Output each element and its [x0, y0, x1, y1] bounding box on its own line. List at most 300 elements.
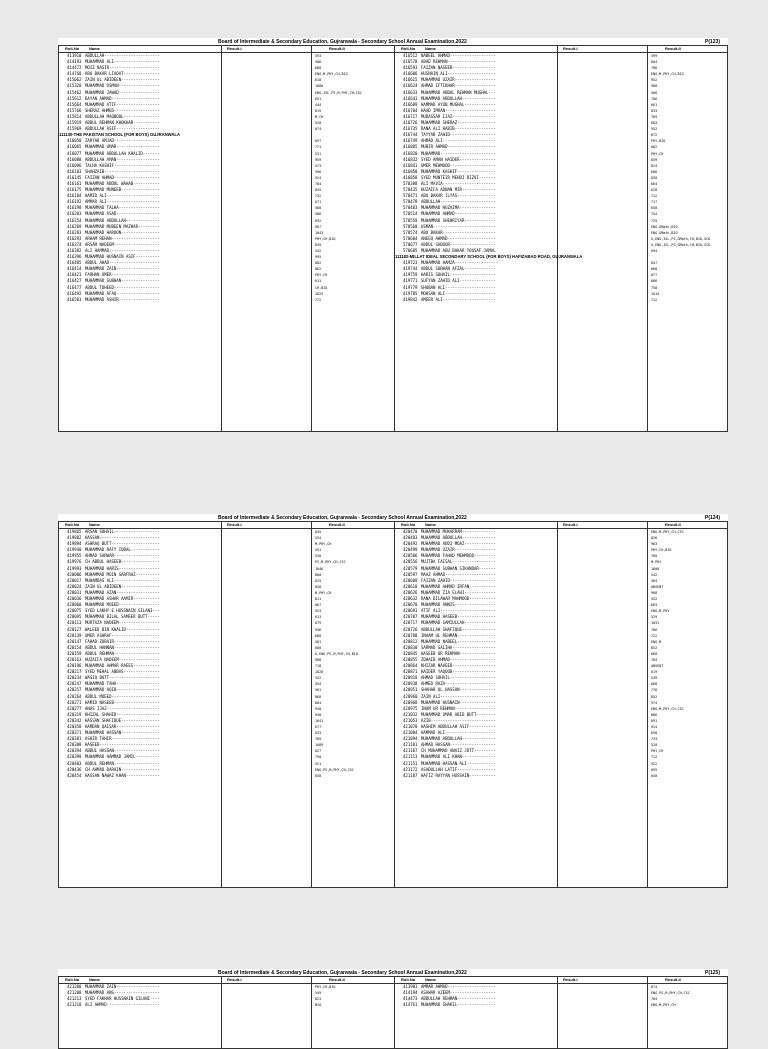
result-value: 826 [651, 536, 658, 541]
result-value: PHY,CH,BIO [651, 548, 672, 553]
roll-number: 420579 [403, 565, 418, 571]
roll-number: 420159 [67, 650, 82, 656]
school-name: 111182-MILLAT IDEAL SECONDARY SCHOOL (FOR BOYS) HAFIZABAD ROAD, GUJRANWALA [395, 254, 583, 260]
student-name: MUHAMMAD ASHAR AAMIR----------- [85, 596, 160, 602]
roll-number: 419882 [67, 535, 82, 541]
roll-number: 420975 [403, 705, 418, 711]
result-value: 940 [315, 706, 322, 711]
roll-number: 416512 [403, 53, 418, 58]
result-value: 936 [315, 627, 322, 632]
result-value: 733 [651, 737, 658, 742]
result-value: 827 [315, 749, 322, 754]
student-name: MUHAMMAD RAFY IQBAL------------ [85, 547, 160, 553]
student-name: MUHAMMAD ABDULLAH KHALID------- [85, 150, 160, 156]
roll-number: 420024 [67, 583, 82, 589]
result-value: PHY,BIO [651, 139, 666, 144]
roll-number: 420257 [67, 687, 82, 693]
result-value: 692 [315, 218, 322, 223]
left-column [59, 46, 394, 431]
roll-number: 416606 [403, 71, 418, 77]
col-head-rollno: Roll-No [401, 977, 416, 982]
roll-number: 414472 [67, 65, 82, 71]
roll-number: 414760 [67, 71, 82, 77]
roll-number: 420499 [403, 547, 418, 553]
row-list [59, 984, 394, 1008]
result-value: 658 [315, 773, 322, 778]
student-name: MOHSAN ALI--------------------- [421, 290, 496, 296]
student-name: ABDUL HANNAN------------------- [85, 644, 160, 650]
student-name: SUFYAN ZAHID ALI--------------- [421, 278, 496, 284]
result-value: 674 [651, 985, 658, 989]
student-name: SARMAD SALIHA------------------ [421, 644, 496, 650]
result-value: 963 [651, 542, 658, 547]
result-value: 691 [651, 718, 658, 723]
roll-number: 419940 [67, 547, 82, 553]
result-value: ENG,M,PHY,CH,BIO [315, 72, 348, 77]
result-value: 650 [651, 773, 658, 778]
results-table [58, 521, 728, 888]
roll-number: 570677 [403, 241, 418, 247]
result-value: 718 [315, 664, 322, 669]
result-value: 606 [651, 169, 658, 174]
result-value: 847 [651, 261, 658, 266]
result-value: 754 [651, 212, 658, 217]
result-value: 877 [651, 273, 658, 278]
result-value: ENG,M,PHY,CH,BIO [651, 72, 684, 77]
roll-number: 416624 [403, 83, 418, 89]
student-name: ALI MAVIA---------------------- [421, 180, 496, 186]
result-value: 959 [315, 157, 322, 162]
result-value: 1046 [315, 566, 324, 571]
student-name: ABDUL SABOOR------------------- [421, 241, 496, 247]
roll-number: 414194 [403, 990, 418, 996]
result-value: ENG,GMath,BIO [651, 230, 678, 235]
result-value: 697 [315, 139, 322, 144]
student-name: INAAM UL REHMAN---------------- [421, 632, 496, 638]
result-value: 542 [651, 572, 658, 577]
roll-number: 416050 [67, 138, 82, 144]
student-name: MUHAMMAD ABU BAKAR YOUSAF JAMAL [421, 248, 496, 253]
roll-number: 421094 [403, 736, 418, 742]
roll-number: 420095 [67, 614, 82, 620]
column-header-row [395, 522, 728, 529]
roll-number: 415320 [67, 83, 82, 89]
roll-number: 421213 [67, 996, 82, 1002]
student-name: MUHAMMAD AHMAD IRFAN----------- [421, 583, 496, 589]
roll-number: 414473 [403, 996, 418, 1002]
result-value: 1015 [651, 291, 660, 296]
student-name: MUHAMMAD HAROON---------------- [85, 229, 160, 235]
student-name: RANA DILAWAR MAHMOOD----------- [421, 596, 496, 602]
student-name: UMER ASHRAF-------------------- [85, 632, 160, 638]
result-value: 858 [315, 584, 322, 589]
roll-number: 570514 [403, 211, 418, 217]
page-number: P(125) [704, 970, 720, 976]
roll-number: 420470 [403, 529, 418, 534]
right-column [394, 977, 728, 1048]
student-name: MUHAMMAD UMAR ABID BUTT-------- [421, 711, 496, 717]
student-name: HAFIZ RAYYAN HUSSAIN----------- [421, 772, 496, 778]
roll-number: 420506 [403, 553, 418, 559]
student-name: AHMAD SOHAIL------------------- [421, 675, 496, 681]
roll-number: 420394 [67, 748, 82, 754]
student-name: SYED MUNTEIR MEHDI RIZVI------- [421, 174, 496, 180]
roll-number: 570388 [403, 180, 418, 186]
student-name: HAMMAD AYUB MUGHAL------------- [421, 101, 496, 107]
result-value: 712 [651, 194, 658, 199]
student-name: MUHAMMAD UMAR------------------ [85, 144, 160, 150]
student-name: AMMAR ALI---------------------- [85, 199, 160, 205]
student-name: TALHA KASHIF------------------- [85, 162, 160, 168]
roll-number: 420319 [67, 711, 82, 717]
roll-number: 420597 [403, 571, 418, 577]
student-name: MUHAMMAD ZIA ELAHI------------- [421, 589, 496, 595]
student-name: ARSAN SOHAIL------------------- [85, 529, 160, 534]
col-head-result-2: Result-II [329, 46, 345, 51]
result-value: 824 [651, 163, 658, 168]
roll-number: 416414 [67, 266, 82, 272]
result-value: 661 [651, 102, 658, 107]
result-value: 750 [651, 285, 658, 290]
result-value: 784 [651, 997, 658, 1002]
roll-number: 416096 [67, 162, 82, 168]
student-name: ATIF ALI----------------------- [421, 608, 496, 614]
col-head-result-2: Result-II [665, 522, 681, 527]
student-name: MUHAMMAD ABDULLAH-------------- [421, 95, 496, 101]
result-value: 771 [315, 145, 322, 150]
roll-number: 420163 [67, 656, 82, 662]
student-name: FARHAN UMER-------------------- [85, 272, 160, 278]
column-header-row [59, 522, 394, 529]
roll-number: 416283 [67, 229, 82, 235]
student-name: INAM UR REHMAN----------------- [421, 705, 496, 711]
student-name: MURTAZA NADEEM----------------- [85, 620, 160, 626]
roll-number: 419771 [403, 278, 418, 284]
roll-number: 420871 [403, 669, 418, 675]
result-value: 924 [315, 175, 322, 180]
roll-number: 420154 [67, 644, 82, 650]
result-value: ENG,M [651, 639, 662, 644]
student-name: UMER MEHMOOD------------------- [421, 162, 496, 168]
student-name: ARHAM REHAN-------------------- [85, 235, 160, 241]
result-value: BIO [315, 1003, 322, 1008]
student-name: MUHAMMAD MUNEEB---------------- [85, 187, 160, 193]
roll-number: 420691 [403, 608, 418, 614]
result-value: 663 [651, 603, 658, 608]
result-value: ENG,ISL,PS,M,PHY,CH,CSC [315, 90, 362, 95]
col-head-result-1: Result-I [227, 522, 242, 527]
row-list [59, 53, 394, 303]
student-name: MUDASSAR IJAZ------------------ [421, 113, 496, 119]
col-head-name: Name [425, 46, 436, 51]
roll-number: 416641 [403, 95, 418, 101]
roll-number: 420855 [403, 656, 418, 662]
result-value: 677 [315, 725, 322, 729]
result-value: ENG,PS,M,PHY,CH,CSC [651, 991, 690, 996]
student-name: AMEER ALI---------------------- [421, 296, 496, 302]
roll-number: 420060 [67, 602, 82, 608]
roll-number: 416820 [403, 150, 418, 156]
student-name: MUHAMMAD ATIF------------------ [85, 101, 160, 107]
student-name: ASADULLAH LATIF---------------- [421, 766, 496, 772]
roll-number: 420845 [403, 650, 418, 656]
student-name: MUHAMMAD ALI------------------- [85, 59, 160, 65]
student-name: ABDUL REHMAN KHOKHAR----------- [85, 120, 160, 126]
result-value: 599 [651, 54, 658, 58]
student-name: ANEEQ AHMAD-------------------- [421, 235, 496, 241]
roll-number: 416254 [67, 217, 82, 223]
col-head-result-2: Result-II [329, 522, 345, 527]
roll-number: 416161 [67, 180, 82, 186]
roll-number: 413901 [403, 984, 418, 989]
roll-number: 420381 [67, 736, 82, 742]
result-value: 530 [315, 554, 322, 559]
result-value: M,PHY,CH [315, 542, 332, 547]
result-value: 688 [315, 66, 322, 71]
result-value: 613 [315, 615, 322, 620]
result-value: 682 [651, 145, 658, 150]
student-name: MUHAMMAD BILAL SAMEER BUTT----- [85, 614, 160, 620]
result-value: 554 [315, 682, 322, 687]
roll-number: 420264 [67, 693, 82, 699]
student-name: MUHAMMAD ABDULLAH-------------- [85, 217, 160, 223]
result-value: 596 [315, 169, 322, 174]
student-name: KHIZAR NAVEED------------------ [421, 663, 496, 669]
student-name: MUJTBA FAISAL------------------ [421, 559, 496, 565]
roll-number: 419744 [403, 266, 418, 272]
student-name: SHAHAB UL HASSAN--------------- [421, 687, 496, 693]
student-name: SYED MEHAL ABBAS--------------- [85, 669, 160, 675]
result-value: 542 [315, 249, 322, 253]
roll-number: 416184 [67, 193, 82, 199]
table-row [395, 297, 728, 303]
roll-number: 420609 [403, 577, 418, 583]
result-value: 619 [651, 670, 658, 675]
table-row [395, 1002, 728, 1008]
roll-number: 421218 [67, 1002, 82, 1008]
roll-number: 420454 [67, 772, 82, 778]
roll-number: 416269 [67, 223, 82, 229]
result-value: 952 [651, 78, 658, 83]
roll-number: 420234 [67, 675, 82, 681]
student-name: ZOHAIB AHMAD------------------- [421, 656, 496, 662]
page-title: Board of Intermediate & Secondary Education, Gujranwala - Secondary School Annual Examination,2022 [218, 970, 467, 976]
result-value: 1028 [315, 670, 324, 675]
roll-number: 416088 [67, 156, 82, 162]
student-name: ABDULLAH REHMAN---------------- [421, 996, 496, 1002]
roll-number: 420399 [67, 754, 82, 760]
result-value: 823 [315, 997, 322, 1002]
result-value: 593 [315, 54, 322, 58]
student-name: ALI AHMAD---------------------- [85, 1002, 160, 1008]
result-value: 660 [651, 651, 658, 656]
student-name: HAMMAD ALI--------------------- [421, 730, 496, 736]
roll-number: 421070 [403, 724, 418, 729]
result-value: 672 [651, 133, 658, 138]
roll-number: 570604 [403, 235, 418, 241]
result-value: 769 [651, 114, 658, 119]
student-name: MUHAMMAD ZAIN------------------ [85, 266, 160, 272]
roll-number: 421032 [403, 711, 418, 717]
roll-number: 414761 [403, 1002, 418, 1008]
student-name: MUHAMMAD HAMMAD JAMIL---------- [85, 754, 160, 760]
student-name: MUHAMMAD ANS------------------- [85, 990, 160, 996]
student-name: ABDUL HASSAN------------------- [85, 748, 160, 754]
result-value: 849 [315, 242, 322, 247]
result-value: 784 [315, 181, 322, 186]
student-name: MUHAMMAD HAMZA------------------ [421, 260, 499, 266]
result-value: 800 [315, 572, 322, 577]
roll-number: 420247 [67, 681, 82, 687]
result-value: 529 [651, 615, 658, 620]
roll-number: 420918 [403, 675, 418, 681]
table-row [395, 773, 728, 779]
student-name: AZIB--------------------------- [421, 717, 496, 723]
student-name: ABDUL REHMAN------------------- [85, 650, 160, 656]
roll-number: 570471 [403, 193, 418, 199]
roll-number: 420358 [67, 724, 82, 729]
row-list [395, 984, 728, 1008]
roll-number: 421113 [403, 754, 418, 760]
student-name: MUHAMMAD ABDUL REHMAN MUGHAL--- [421, 89, 496, 95]
column-header-row [395, 977, 728, 984]
roll-number: 416421 [67, 272, 82, 278]
result-value: 625 [315, 578, 322, 583]
result-value: 830 [651, 175, 658, 180]
result-value: 683 [651, 121, 658, 126]
result-value: 531 [315, 151, 322, 156]
col-head-name: Name [89, 522, 100, 527]
roll-number: 570483 [403, 205, 418, 211]
roll-number: 415664 [67, 101, 82, 107]
roll-number: 420968 [403, 699, 418, 705]
roll-number: 416396 [67, 254, 82, 260]
result-value: 852 [651, 645, 658, 650]
result-value: 868 [315, 694, 322, 699]
result-value: PHY,CH [651, 151, 664, 156]
roll-number: 420017 [67, 577, 82, 583]
roll-number: 420726 [403, 626, 418, 632]
roll-number: 416805 [403, 144, 418, 150]
result-value: 845 [315, 530, 322, 534]
student-name: MUHAMMAD AQIB------------------ [85, 687, 160, 693]
student-name: ABDULLAH MAQBOOL--------------- [85, 113, 160, 119]
student-name: FAHAD ZUBAIR------------------- [85, 638, 160, 644]
student-name: SYED FAKHAR HUSSNAIN GILANI---- [85, 996, 160, 1002]
roll-number: 416077 [67, 150, 82, 156]
result-value: 534 [315, 536, 322, 541]
roll-number: 420938 [403, 681, 418, 687]
result-value: 552 [651, 597, 658, 602]
student-name: MUHAMMAD----------------------- [421, 150, 496, 156]
student-name: ABU BAKAR---------------------- [421, 229, 496, 235]
result-value: 666 [651, 279, 658, 284]
student-name: MUHAMMAD MUBEEN MAZHAR--------- [85, 223, 160, 229]
student-name: MUHAMMAD HARIS----------------- [85, 565, 160, 571]
result-value: ENG,GMath,BIO [651, 224, 678, 229]
result-value: 772 [315, 297, 322, 302]
result-value: 444 [315, 102, 322, 107]
student-name: FAIZAN ZAHID------------------- [421, 577, 496, 583]
roll-number: 416858 [403, 174, 418, 180]
result-value: 833 [651, 108, 658, 113]
roll-number: 416382 [67, 248, 82, 253]
result-value: U,ENG,PS,M,PHY,CH,BIO [315, 651, 358, 656]
roll-number: 419723 [403, 260, 418, 266]
page-number: P(124) [704, 515, 720, 521]
roll-number: 420147 [67, 638, 82, 644]
result-value: 766 [651, 66, 658, 71]
student-name: MUHAMMAD AHMAR RAEES----------- [85, 663, 160, 669]
col-head-name: Name [425, 977, 436, 982]
roll-number: 414193 [67, 59, 82, 65]
col-head-name: Name [89, 46, 100, 51]
roll-number: 420618 [403, 583, 418, 589]
roll-number: 421053 [403, 717, 418, 723]
result-page [58, 38, 728, 432]
result-value: 722 [651, 633, 658, 638]
roll-number: 416492 [67, 290, 82, 296]
column-header-row [59, 46, 394, 53]
result-value: 1041 [315, 718, 324, 723]
student-name: ALI HAMMAD--------------------- [85, 248, 160, 253]
student-name: HARIS SOHAIL------------------- [421, 272, 496, 278]
row-list [395, 53, 728, 303]
result-value: 671 [315, 200, 322, 205]
result-value: PHY,CH [315, 273, 328, 278]
result-value: 995 [315, 255, 322, 260]
student-name: ABDUL AHAD--------------------- [85, 260, 160, 266]
roll-number: 420788 [403, 632, 418, 638]
result-value: 604 [651, 60, 658, 65]
student-name: MUHAMMAD SUBHAN---------------- [85, 278, 160, 284]
col-head-result-1: Result-I [227, 977, 242, 982]
result-value: 1000 [651, 566, 660, 571]
column-header-row [395, 46, 728, 53]
student-name: MUHAMMAD MOEED----------------- [85, 602, 160, 608]
student-name: MUHAMMAD ADDI MOAZ------------- [421, 541, 496, 547]
result-value: 620 [651, 188, 658, 193]
roll-number: 420196 [67, 663, 82, 669]
roll-number: 420113 [67, 620, 82, 626]
student-name: AMMAR AHMAD-------------------- [421, 984, 496, 989]
result-value: 501 [315, 688, 322, 693]
roll-number: 416704 [403, 107, 418, 113]
result-value: U,ENG,ISL,PS,GMath,CH,BIO,SCO [651, 242, 711, 247]
roll-number: 420371 [67, 730, 82, 736]
student-name: MUHAMMAD ZAIN------------------ [85, 984, 160, 989]
student-name: MUHAMMAD UZAIR----------------- [421, 547, 496, 553]
roll-number: 415612 [67, 95, 82, 101]
roll-number: 416633 [403, 89, 418, 95]
roll-number: 420492 [403, 541, 418, 547]
student-name: HAMDAN QAISAR------------------ [85, 724, 160, 729]
student-name: MUHAMMAD MOIN SARFRAZ---------- [85, 571, 160, 577]
result-value: 717 [651, 200, 658, 205]
roll-number: 420951 [403, 687, 418, 693]
student-name: HAMID NASEEB------------------- [85, 699, 160, 705]
roll-number: 420271 [67, 699, 82, 705]
student-name: ABDUL MOEED-------------------- [85, 693, 160, 699]
roll-number: 420556 [403, 559, 418, 565]
row-list [395, 529, 728, 779]
result-value: 766 [651, 627, 658, 632]
roll-number: 416503 [67, 296, 82, 302]
result-value: CH,BIO [315, 285, 328, 290]
student-name: MUHAMMAD ABDULLAH-------------- [421, 736, 496, 742]
roll-number: 416203 [67, 211, 82, 217]
result-value: 668 [651, 267, 658, 272]
